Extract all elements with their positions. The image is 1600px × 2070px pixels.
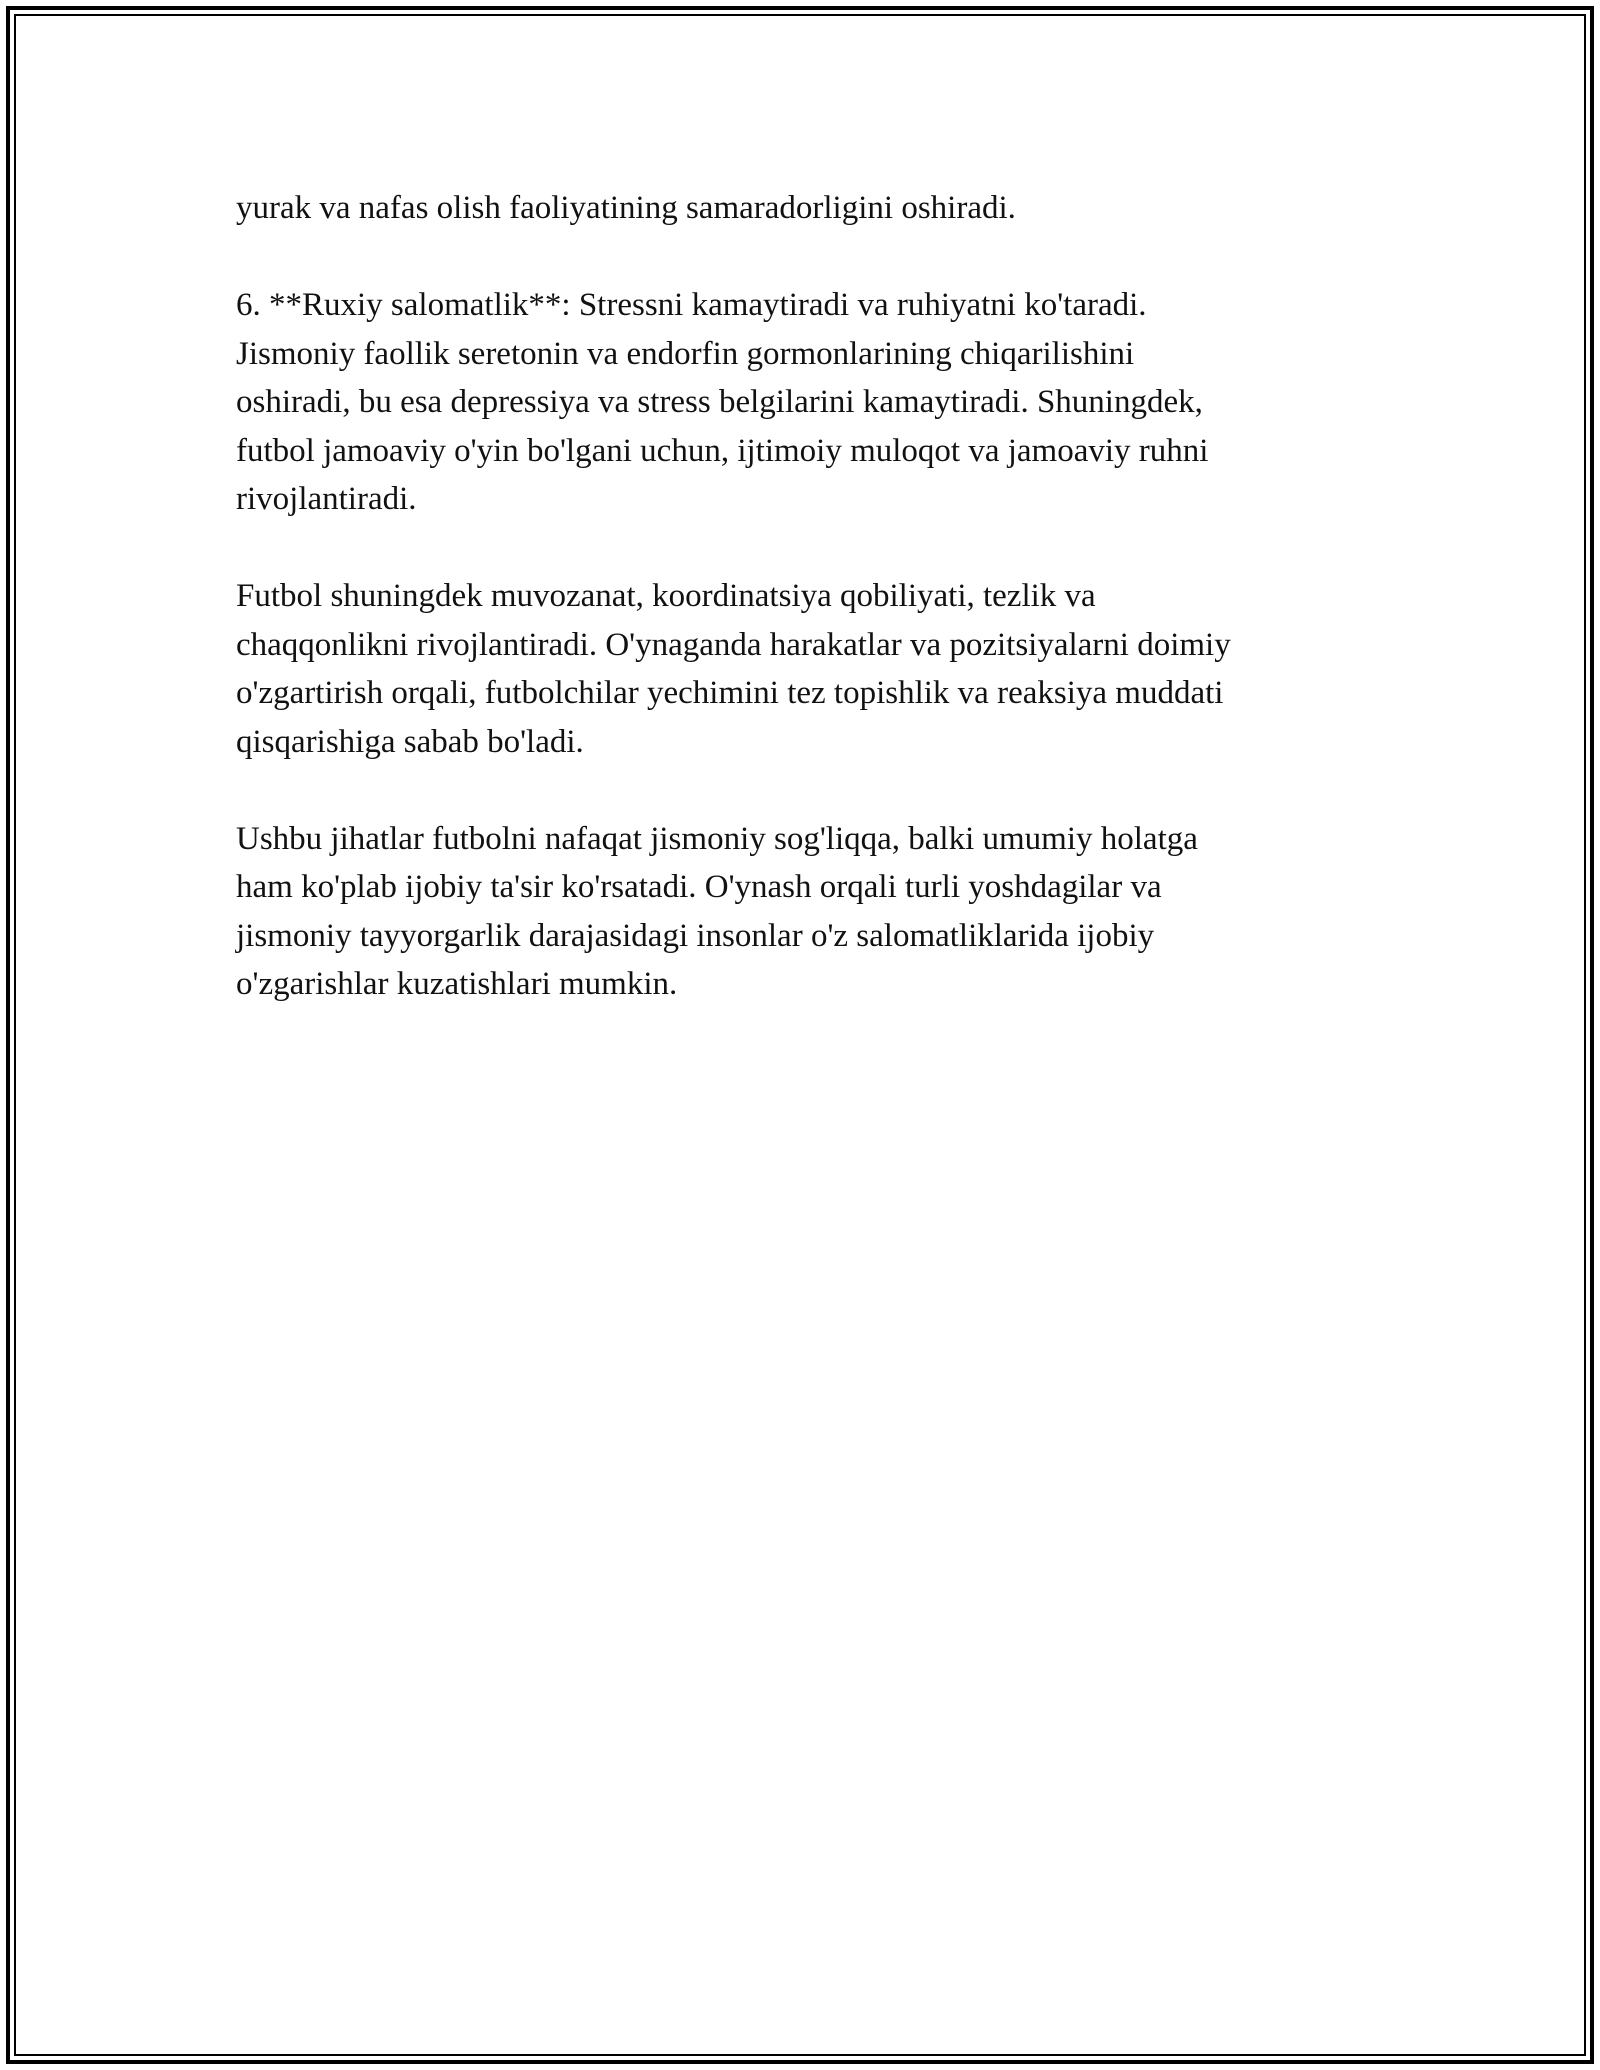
paragraph-2 [236, 281, 1366, 524]
document-body [236, 184, 1366, 1057]
text-line: rivojlantiradi. [236, 481, 417, 517]
paragraph-1 [236, 184, 1366, 233]
text-line: jismoniy tayyorgarlik darajasidagi insonlar o'z salomatliklarida ijobiy [236, 917, 1155, 954]
text-line: oshiradi, bu esa depressiya va stress belgilarini kamaytiradi. Shuningdek, [236, 384, 1203, 420]
text-line: 6. **Ruxiy salomatlik**: Stressni kamaytiradi va ruhiyatni ko'taradi. [236, 287, 1147, 323]
text-line: qisqarishiga sabab bo'ladi. [236, 723, 584, 760]
text-line: Ushbu jihatlar futbolni nafaqat jismoniy sog'liqqa, balki umumiy holatga [236, 820, 1198, 857]
text-line: o'zgartirish orqali, futbolchilar yechimini tez topishlik va reaksiya muddati [236, 675, 1224, 711]
text-line: futbol jamoaviy o'yin bo'lgani uchun, ijtimoiy muloqot va jamoaviy ruhni [236, 432, 1209, 469]
text-line: ham ko'plab ijobiy ta'sir ko'rsatadi. O'ynash orqali turli yoshdagilar va [236, 869, 1162, 905]
text-line: chaqqonlikni rivojlantiradi. O'ynaganda harakatlar va pozitsiyalarni doimiy [236, 626, 1231, 663]
text-line: Jismoniy faollik seretonin va endorfin gormonlarining chiqarilishini [236, 335, 1135, 372]
text-line: yurak va nafas olish faoliyatining samaradorligini oshiradi. [236, 190, 1016, 226]
text-line: o'zgarishlar kuzatishlari mumkin. [236, 966, 678, 1002]
paragraph-3 [236, 572, 1366, 766]
text-line: Futbol shuningdek muvozanat, koordinatsiya qobiliyati, tezlik va [236, 578, 1096, 614]
paragraph-4 [236, 815, 1366, 1009]
